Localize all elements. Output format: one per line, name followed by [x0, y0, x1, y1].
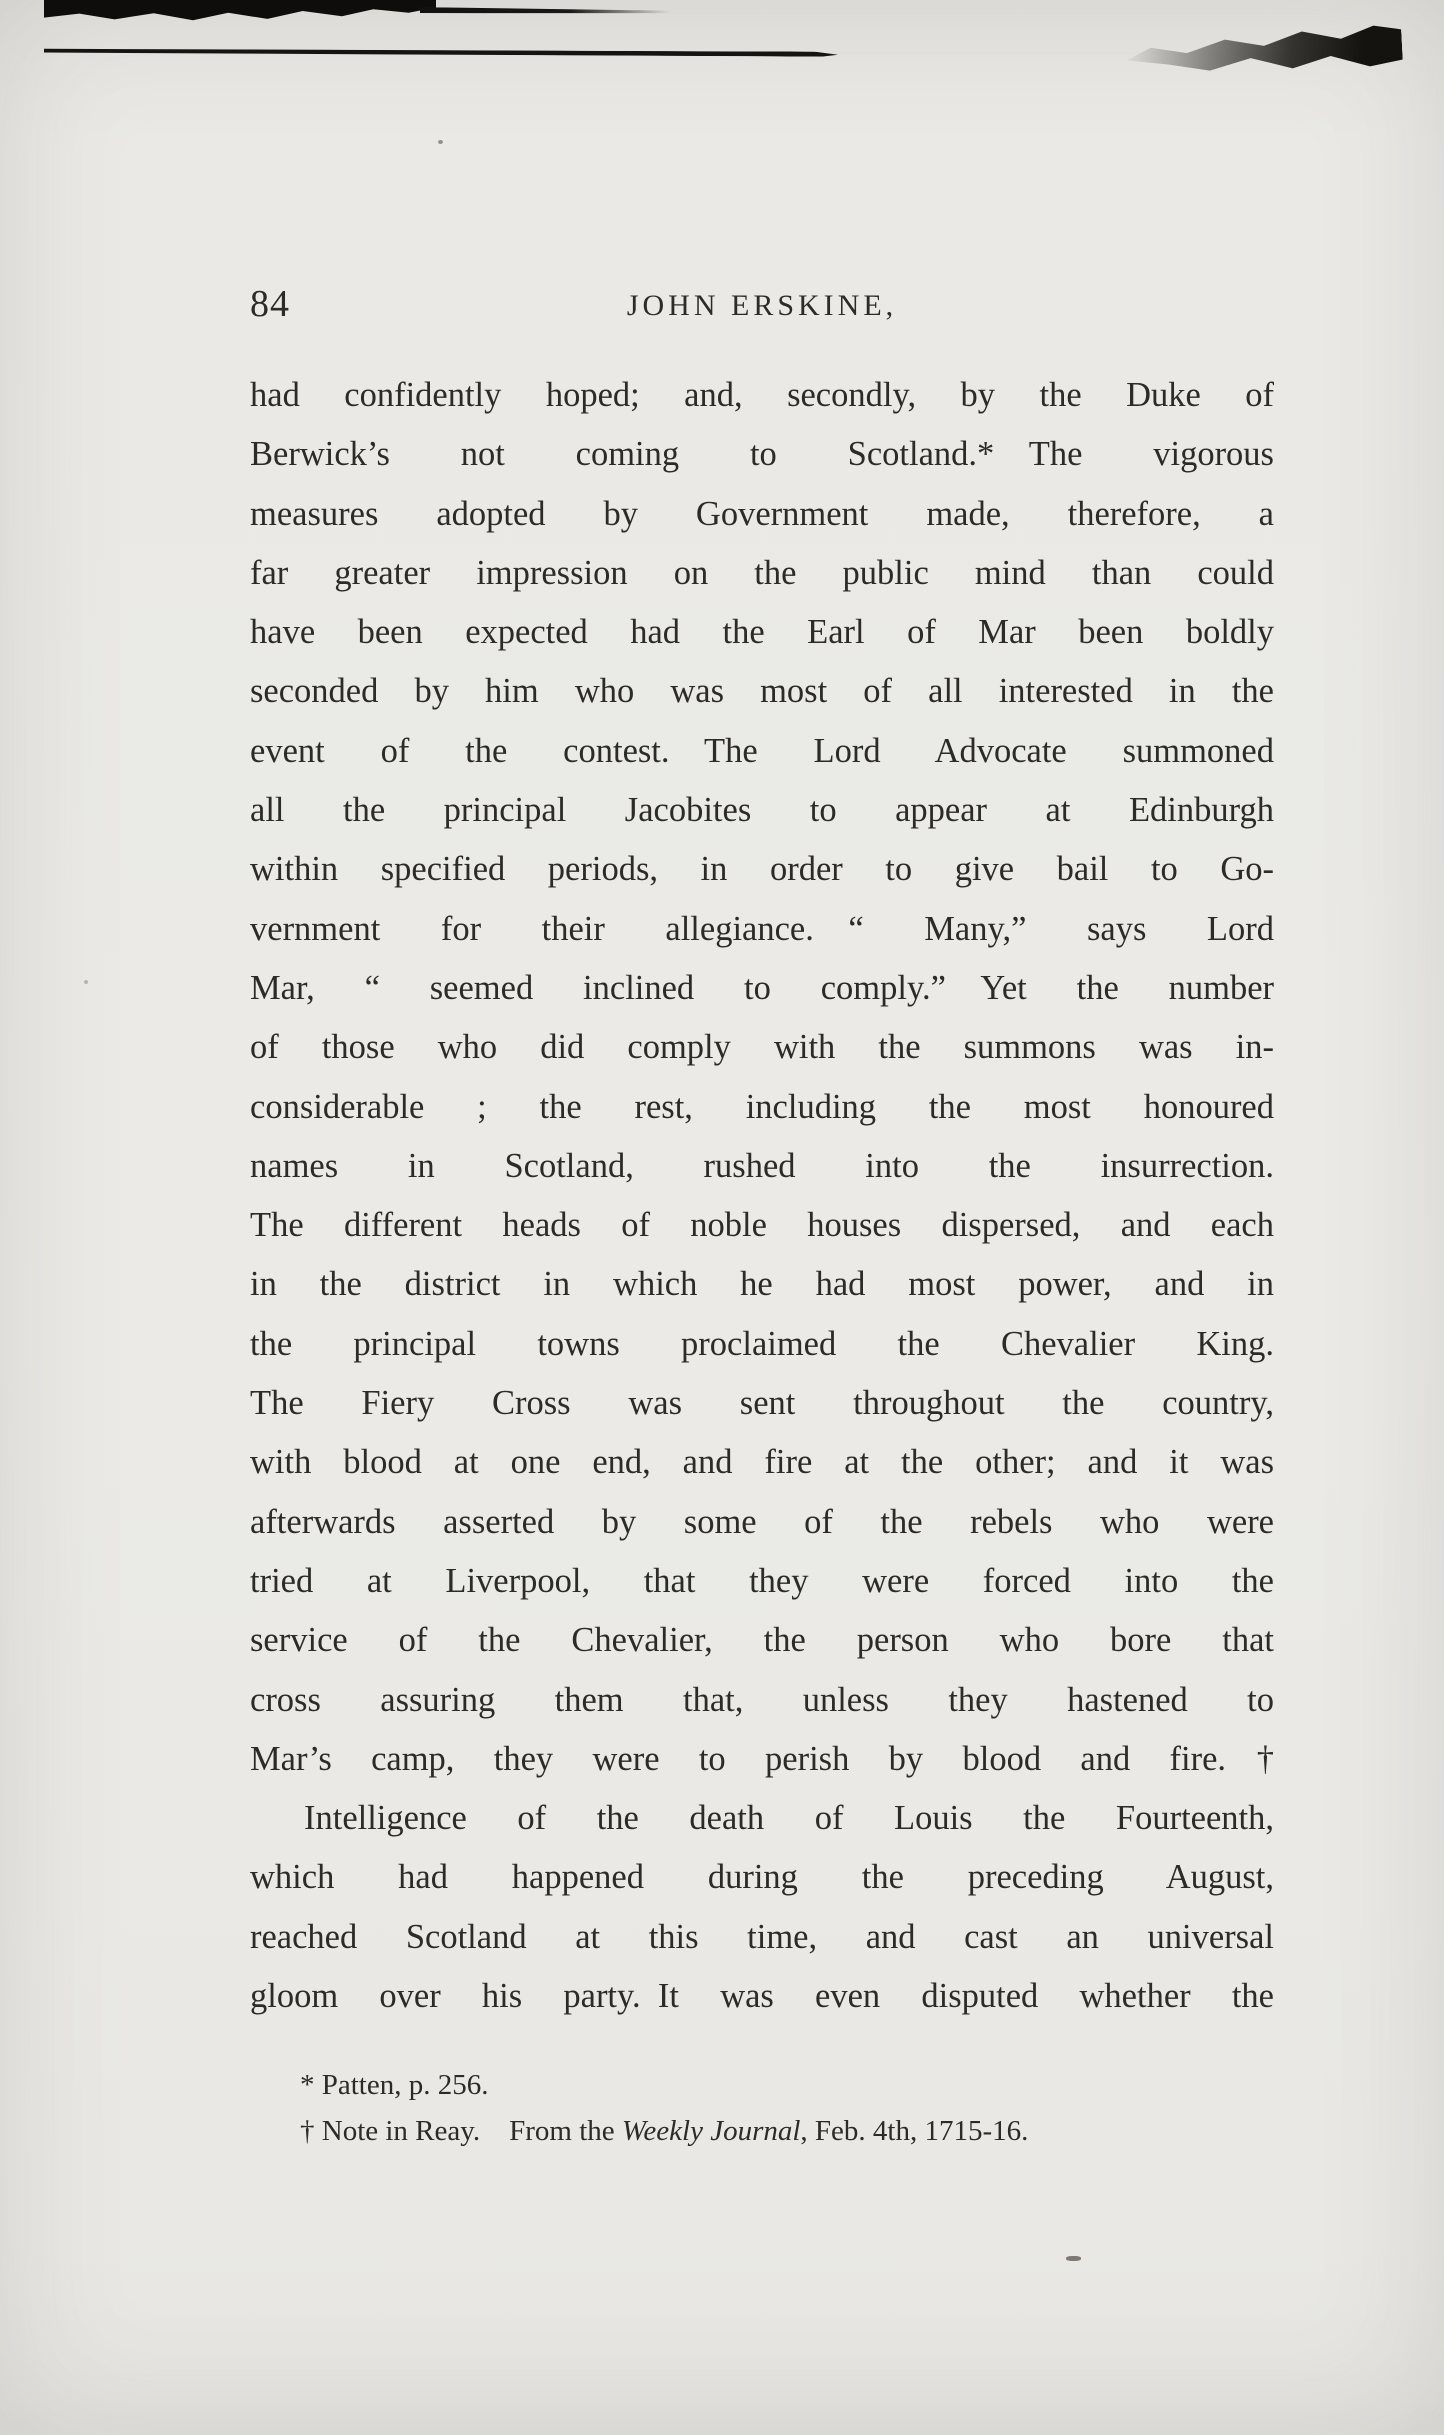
text-line: seconded by him who was most of all interested in the [250, 672, 1274, 711]
footnote-text: , Feb. 4th, 1715-16. [800, 2115, 1029, 2147]
running-header: JOHN ERSKINE, [626, 289, 898, 322]
scan-artifact-top-left-bar [44, 0, 436, 22]
text-line: Mar’s camp, they were to perish by blood and fire.† [250, 1739, 1274, 1778]
text-line: Intelligence of the death of Louis the Fourteenth, [304, 1799, 1274, 1838]
text-line: Berwick’s not coming to Scotland.* The vigorous [250, 435, 1274, 474]
text-line: considerable ; the rest, including the most honoured [250, 1087, 1274, 1126]
footnote-text: † Note in Reay. From the [300, 2115, 622, 2147]
text-line: The different heads of noble houses dispersed, and each [250, 1206, 1274, 1245]
scan-artifact-top-right-smudge [1125, 15, 1403, 81]
text-line: cross assuring them that, unless they hastened to [250, 1680, 1274, 1719]
text-line: of those who did comply with the summons was in- [250, 1028, 1274, 1067]
footnote-italic-text: Weekly Journal [621, 2115, 801, 2147]
scan-speck [1066, 2256, 1081, 2261]
footnotes [300, 2062, 1280, 2154]
scan-speck [438, 140, 443, 144]
text-line: vernment for their allegiance. “ Many,” says Lord [250, 909, 1274, 948]
text-line: afterwards asserted by some of the rebels who were [250, 1502, 1274, 1541]
text-line: tried at Liverpool, that they were forced into the [250, 1561, 1274, 1600]
footnote [300, 2108, 1280, 2154]
text-line: had confidently hoped; and, secondly, by the Duke of [250, 376, 1274, 414]
text-line: gloom over his party. It was even disputed whether the [250, 1977, 1274, 2016]
text-line: all the principal Jacobites to appear at Edinburgh [250, 791, 1274, 830]
text-line: which had happened during the preceding August, [250, 1858, 1274, 1897]
footnote-text: * Patten, p. 256. [300, 2069, 489, 2101]
scan-speck [84, 980, 88, 984]
scan-artifact-top-left-tail [420, 7, 670, 15]
text-line: The Fiery Cross was sent throughout the country, [250, 1384, 1274, 1423]
text-line: far greater impression on the public mind than could [250, 553, 1274, 592]
footnote [300, 2062, 1280, 2108]
text-line: service of the Chevalier, the person who bore that [250, 1621, 1274, 1660]
text-line: measures adopted by Government made, therefore, a [250, 494, 1274, 533]
text-line: with blood at one end, and fire at the other; and it was [250, 1443, 1274, 1482]
page-header [250, 282, 1274, 332]
text-line: names in Scotland, rushed into the insurrection. [250, 1146, 1274, 1185]
scan-artifact-top-rule [44, 48, 838, 56]
text-line: reached Scotland at this time, and cast an universal [250, 1917, 1274, 1956]
text-line: have been expected had the Earl of Mar been boldly [250, 613, 1274, 652]
text-line: the principal towns proclaimed the Chevalier King. [250, 1324, 1274, 1363]
page-number: 84 [250, 283, 290, 325]
text-line: event of the contest. The Lord Advocate summoned [250, 731, 1274, 770]
text-line: in the district in which he had most power, and in [250, 1265, 1274, 1304]
text-line: Mar, “ seemed inclined to comply.” Yet the number [250, 968, 1274, 1007]
text-line: within specified periods, in order to give bail to Go- [250, 850, 1274, 889]
body-text [250, 366, 1274, 2026]
